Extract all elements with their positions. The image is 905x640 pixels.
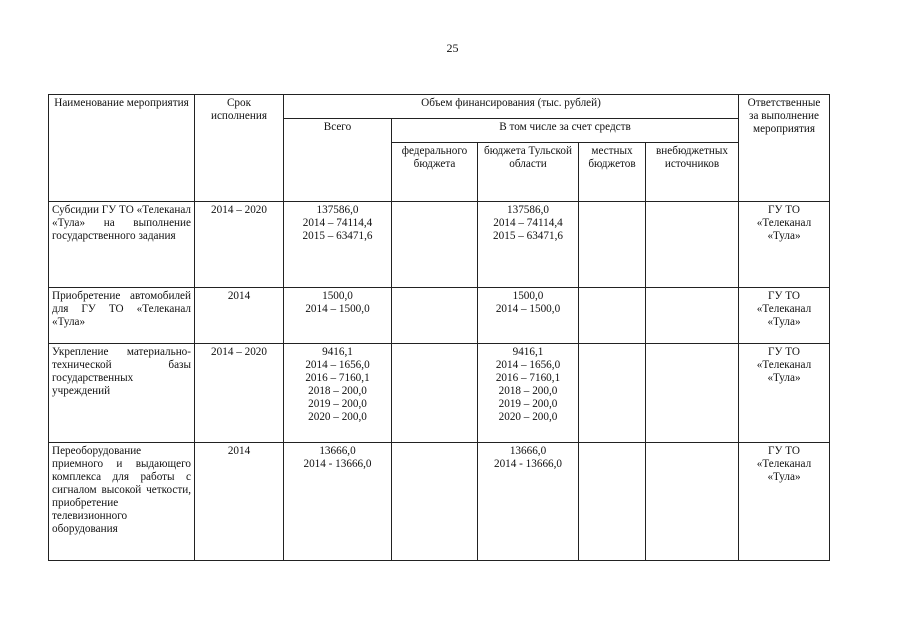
cell-total-line: 2019 – 200,0 (308, 398, 367, 410)
header-regional: бюджета Тульской области (478, 143, 579, 202)
cell-total-line: 137586,0 (316, 204, 359, 216)
cell-extra (646, 443, 739, 561)
header-term: Срок исполнения (195, 95, 284, 202)
cell-responsible: ГУ ТО «Телеканал «Тула» (739, 202, 830, 288)
cell-regional-line: 9416,1 (512, 346, 544, 358)
table-row (49, 288, 830, 344)
financing-table (48, 94, 830, 561)
cell-regional-line: 2020 – 200,0 (498, 411, 558, 423)
cell-local (579, 443, 646, 561)
cell-regional-line: 137586,0 (507, 204, 549, 216)
cell-total-line: 13666,0 (319, 445, 356, 457)
cell-total-line: 2015 – 63471,6 (302, 230, 373, 242)
cell-regional (478, 288, 579, 344)
cell-term: 2014 (195, 443, 284, 561)
cell-total-line: 2014 – 1500,0 (305, 303, 370, 315)
cell-federal (392, 288, 478, 344)
cell-name: Укрепление материально-технической базы государственных учреждений (49, 344, 195, 443)
cell-term: 2014 – 2020 (195, 344, 284, 443)
cell-regional-line: 2014 - 13666,0 (493, 458, 563, 470)
cell-total-line: 2018 – 200,0 (308, 385, 367, 397)
cell-federal (392, 202, 478, 288)
cell-extra (646, 344, 739, 443)
cell-regional-line: 2019 – 200,0 (498, 398, 558, 410)
cell-regional-line: 2018 – 200,0 (498, 385, 558, 397)
table-row (49, 344, 830, 443)
header-responsible: Ответственные за выполнение мероприятия (739, 95, 830, 202)
cell-regional (478, 443, 579, 561)
cell-term: 2014 (195, 288, 284, 344)
header-name: Наименование мероприятия (49, 95, 195, 202)
cell-regional-line: 13666,0 (509, 445, 547, 457)
cell-regional (478, 202, 579, 288)
cell-local (579, 344, 646, 443)
header-row-1 (49, 95, 830, 119)
header-including: В том числе за счет средств (392, 119, 739, 143)
cell-federal (392, 344, 478, 443)
cell-regional-line: 2015 – 63471,6 (493, 230, 563, 242)
cell-total-line: 2020 – 200,0 (308, 411, 367, 423)
cell-local (579, 288, 646, 344)
cell-regional-line: 2016 – 7160,1 (495, 372, 561, 384)
cell-federal (392, 443, 478, 561)
cell-total-line: 2014 – 74114,4 (302, 217, 373, 229)
header-volume: Объем финансирования (тыс. рублей) (284, 95, 739, 119)
cell-responsible: ГУ ТО «Телеканал «Тула» (739, 288, 830, 344)
cell-responsible: ГУ ТО «Телеканал «Тула» (739, 344, 830, 443)
cell-name: Субсидии ГУ ТО «Телеканал «Тула» на выполнение государственного задания (49, 202, 195, 288)
cell-total (284, 202, 392, 288)
cell-total (284, 344, 392, 443)
cell-name: Переоборудование приемного и выдающего комплекса для работы с сигналом высокой четкости, приобретение телевизионного оборудования (49, 443, 195, 561)
cell-regional-line: 2014 – 1500,0 (495, 303, 561, 315)
cell-total (284, 443, 392, 561)
cell-total (284, 288, 392, 344)
header-federal: федерального бюджета (392, 143, 478, 202)
cell-total-line: 9416,1 (322, 346, 353, 358)
cell-extra (646, 202, 739, 288)
cell-regional-line: 2014 – 1656,0 (495, 359, 561, 371)
cell-responsible: ГУ ТО «Телеканал «Тула» (739, 443, 830, 561)
cell-term: 2014 – 2020 (195, 202, 284, 288)
cell-extra (646, 288, 739, 344)
header-total: Всего (284, 119, 392, 202)
cell-total-line: 2016 – 7160,1 (305, 372, 370, 384)
table-row (49, 443, 830, 561)
header-extra: внебюджетных источников (646, 143, 739, 202)
page-number: 25 (446, 41, 459, 55)
cell-total-line: 2014 - 13666,0 (303, 458, 372, 470)
cell-total-line: 1500,0 (322, 290, 353, 302)
cell-regional (478, 344, 579, 443)
cell-name: Приобретение автомобилей для ГУ ТО «Телеканал «Тула» (49, 288, 195, 344)
cell-regional-line: 2014 – 74114,4 (493, 217, 563, 229)
cell-local (579, 202, 646, 288)
cell-regional-line: 1500,0 (512, 290, 544, 302)
table-row (49, 202, 830, 288)
header-local: местных бюджетов (579, 143, 646, 202)
cell-total-line: 2014 – 1656,0 (305, 359, 370, 371)
